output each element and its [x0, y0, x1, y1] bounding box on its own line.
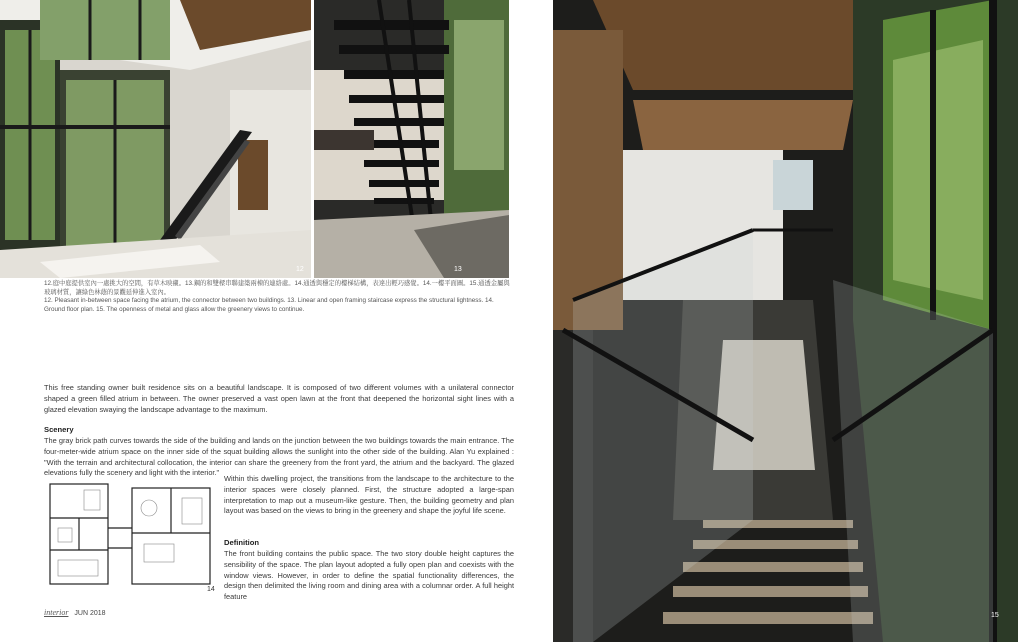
floor-plan	[44, 478, 216, 596]
caption-english: 12. Pleasant in-between space facing the atrium, the connector between two buildings. 13. Linear and open framing staircase express the structural lightness. 14. Ground floor plan. 15. The openness of metal and glass allow the greenery views to continue.	[44, 297, 494, 313]
article-intro	[44, 383, 514, 415]
photo-number: 13	[454, 266, 462, 273]
section-heading-scenery: Scenery	[44, 425, 74, 434]
atrium-illustration	[0, 0, 311, 278]
footer	[44, 608, 106, 617]
caption-chinese: 12.庭中庭提供室內一處挑大的空間，有草木映襯。13.鋼的和雙樑串聯建築兩棟的連絡處。14.通透與穩定的樓梯結構，表達出輕巧感覺。14.一樓平面圖。15.通透金屬與玻璃材質，讓綠色林蔭的景觀延伸進入室內。	[44, 280, 510, 296]
floor-plan-drawing	[44, 478, 216, 596]
photo-caption	[44, 280, 514, 314]
floor-plan-number: 14	[207, 586, 215, 593]
definition-body	[224, 549, 514, 603]
photo-number: 12	[296, 266, 304, 273]
page-number-right: 15	[991, 612, 999, 619]
photo-atrium	[0, 0, 311, 278]
scenery-paragraph: The gray brick path curves towards the side of the building and lands on the junction between the two buildings towards the main entrance. The four-meter-wide atrium space on the inner side of the squat building allows the sunlight into the other side of the building. Alan Yu explained : "With the terrain and architectural collocation, the interior can share the greenery from the front yard, the atrium and the backyard. The glazed elevations fully the scenery and light with the interior."	[44, 436, 514, 478]
column-paragraph: Within this dwelling project, the transitions from the landscape to the architecture to the interior spaces were closely planned. First, the structure adopted a large-span interpretation to map out a museum-like gesture. Then, the building geometry and plan layout was based on the views to bring in the greenery and shape the joyful life scene.	[224, 474, 514, 516]
issue-date: JUN 2018	[74, 610, 106, 617]
photo-glass-staircase	[553, 0, 1018, 642]
intro-paragraph: This free standing owner built residence sits on a beautiful landscape. It is composed of two different volumes with a unilateral connector shaped a green filled atrium in between. The owner preserved a vast open lawn at the front that deepened the horizontal sight lines with a glazed elevation swaying the landscape advantage to the maximum.	[44, 383, 514, 414]
scenery-body	[44, 436, 514, 479]
column-text	[224, 474, 514, 517]
magazine-logo: interior	[44, 608, 69, 617]
glass-staircase-illustration	[553, 0, 1018, 642]
section-heading-definition: Definition	[224, 538, 260, 547]
definition-paragraph: The front building contains the public space. The two story double height captures the sensibility of the space. The plan layout adopted a fully open plan and coexists with the window views. However, in order to define the spatial functionality differences, the design then delimited the living room and dining area with a columnar order. A full height feature	[224, 549, 514, 602]
page-gutter	[522, 0, 553, 642]
photo-staircase	[314, 0, 509, 278]
staircase-illustration	[314, 0, 509, 278]
right-page	[553, 0, 1018, 642]
